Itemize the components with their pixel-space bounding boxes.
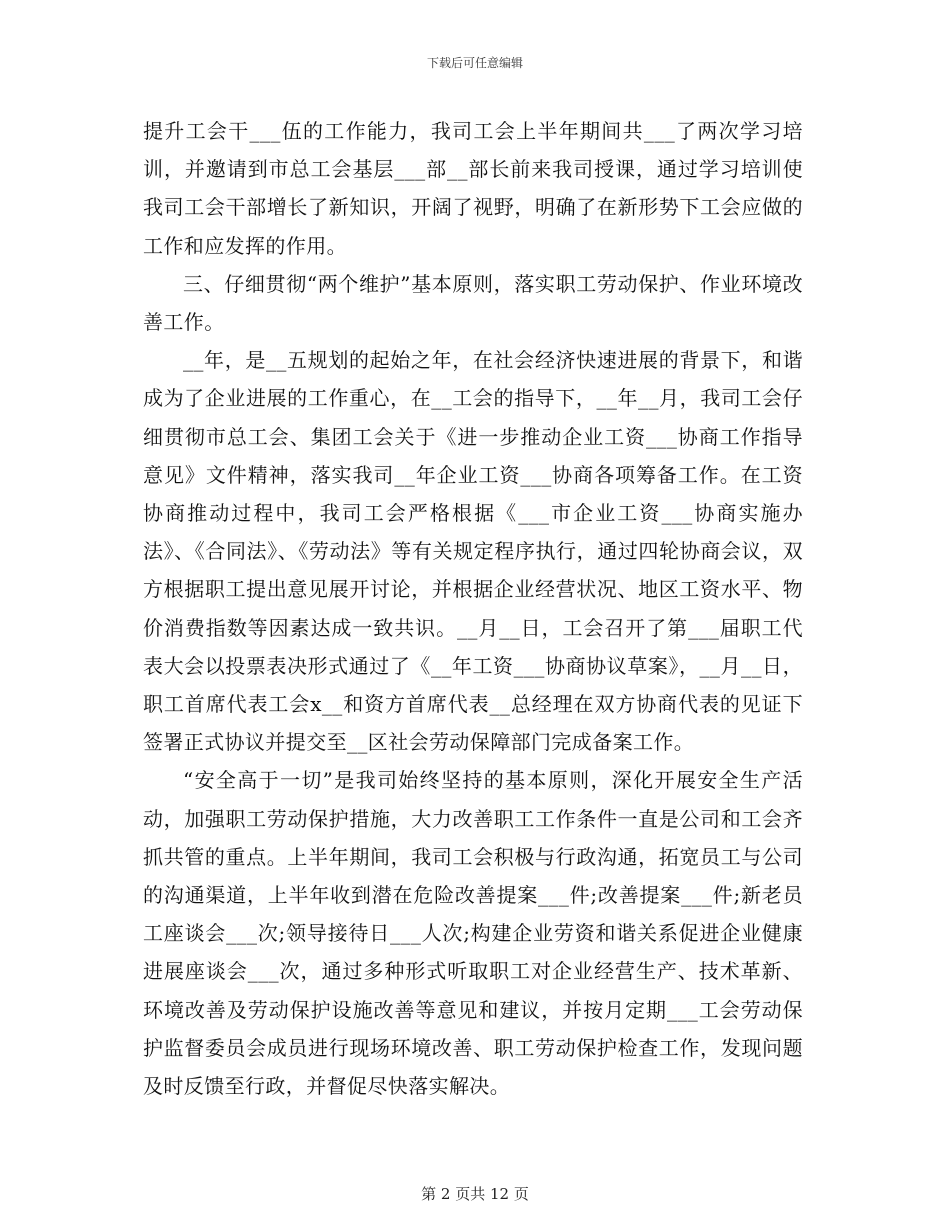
paragraph-1: 提升工会干___伍的工作能力，我司工会上半年期间共___了两次学习培训，并邀请到市总工会基层___部__部长前来我司授课，通过学习培训使我司工会干部增长了新知识，开阔了视野，明确了在新形势下工会应做的工作和应发挥的作用。 xyxy=(143,119,803,258)
paragraph-2: 三、仔细贯彻“两个维护”基本原则，落实职工劳动保护、作业环境改善工作。 xyxy=(143,271,803,335)
page-header: 下载后可任意编辑 xyxy=(426,56,523,70)
paragraph-3: __年，是__五规划的起始之年，在社会经济快速进展的背景下，和谐成为了企业进展的工作重心，在__工会的指导下，__年__月，我司工会仔细贯彻市总工会、集团工会关于《进一步推动企业工资___协商工作指导意见》文件精神，落实我司__年企业工资___协商各项筹备工作。在工资协商推动过程中，我司工会严格根据《___市企业工资___协商实施办法》、《合同法》、《劳动法》等有关规定程序执行，通过四轮协商会议，双方根据职工提出意见展开讨论，并根据企业经营状况、地区工资水平、物价消费指数等因素达成一致共识。__月__日，工会召开了第___届职工代表大会以投票表决形式通过了《__年工资___协商协议草案》，__月__日，职工首席代表工会x__和资方首席代表__总经理在双方协商代表的见证下签署正式协议并提交至__区社会劳动保障部门完成备案工作。 xyxy=(143,348,803,755)
page-footer: 第 2 页共 12 页 xyxy=(421,1185,529,1203)
paragraph-4: “安全高于一切”是我司始终坚持的基本原则，深化开展安全生产活动，加强职工劳动保护措施，大力改善职工工作条件一直是公司和工会齐抓共管的重点。上半年期间，我司工会积极与行政沟通，拓宽员工与公司的沟通渠道，上半年收到潜在危险改善提案___件;改善提案___件;新老员工座谈会___次;领导接待日___人次;构建企业劳资和谐关系促进企业健康进展座谈会___次，通过多种形式听取职工对企业经营生产、技术革新、环境改善及劳动保护设施改善等意见和建议，并按月定期___工会劳动保护监督委员会成员进行现场环境改善、职工劳动保护检查工作，发现问题及时反馈至行政，并督促尽快落实解决。 xyxy=(143,768,803,1099)
document-body xyxy=(143,112,803,1105)
